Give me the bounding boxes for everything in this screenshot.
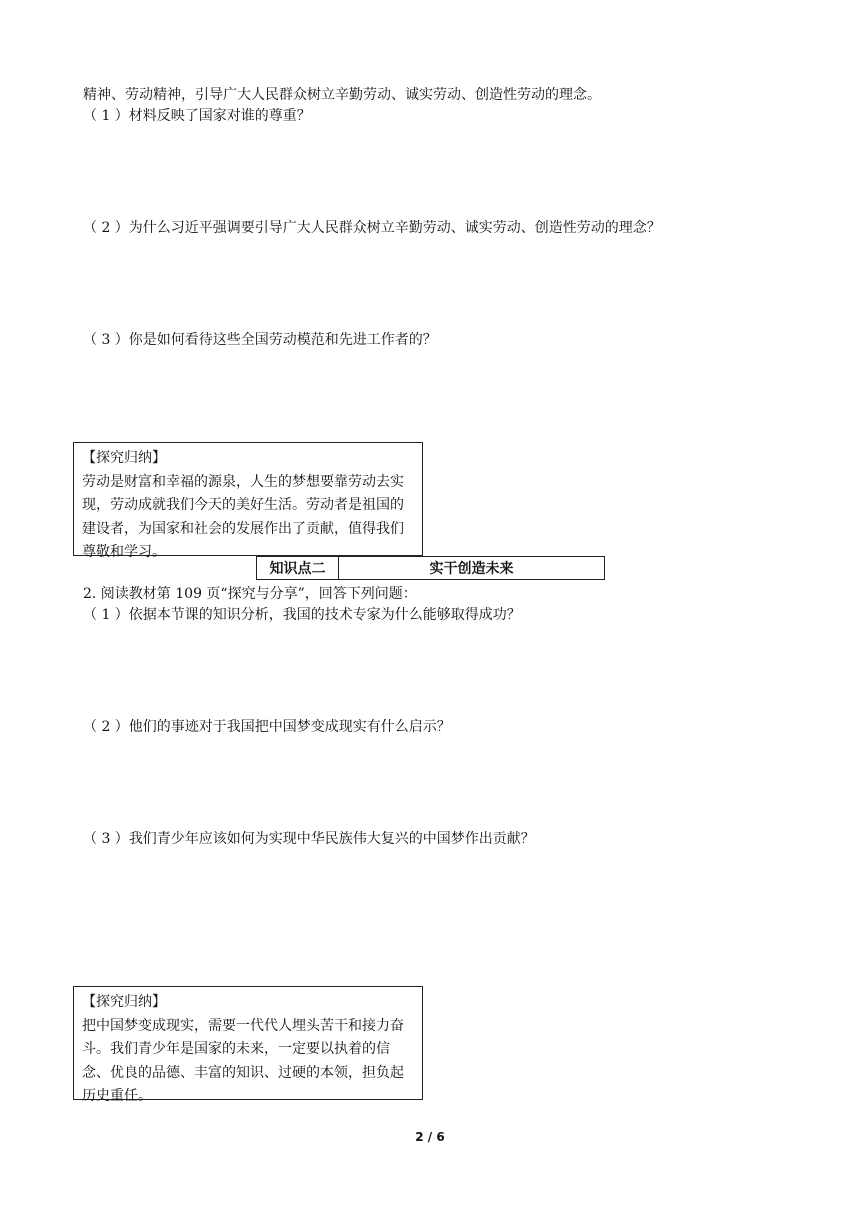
summary-box-1 — [73, 442, 423, 560]
summary-1-heading: 【探究归纳】 — [82, 450, 166, 466]
knowledge-point-table — [256, 556, 605, 580]
summary-1-body: 劳动是财富和幸福的源泉，人生的梦想要靠劳动去实现，劳动成就我们今天的美好生活。劳动者是祖国的建设者，为国家和社会的发展作出了贡献，值得我们尊敬和学习。 — [82, 473, 404, 560]
question-2-3: （ 3 ）我们青少年应该如何为实现中华民族伟大复兴的中国梦作出贡献？ — [83, 831, 535, 847]
page-number: 2 / 6 — [415, 1130, 445, 1144]
summary-box-2 — [73, 986, 423, 1104]
question-1-3: （ 3 ）你是如何看待这些全国劳动模范和先进工作者的？ — [83, 332, 437, 348]
section-2-intro: 2. 阅读教材第 109 页“探究与分享”，回答下列问题： — [83, 586, 417, 602]
summary-2-heading: 【探究归纳】 — [82, 994, 166, 1010]
question-2-2: （ 2 ）他们的事迹对于我国把中国梦变成现实有什么启示？ — [83, 719, 451, 735]
summary-2-body: 把中国梦变成现实，需要一代代人埋头苦干和接力奋斗。我们青少年是国家的未来，一定要以执着的信念、优良的品德、丰富的知识、过硬的本领，担负起历史重任。 — [82, 1017, 404, 1104]
knowledge-point-label: 知识点二 — [257, 557, 339, 579]
question-1-2: （ 2 ）为什么习近平强调要引导广大人民群众树立辛勤劳动、诚实劳动、创造性劳动的理念？ — [83, 220, 661, 236]
question-2-1: （ 1 ）依据本节课的知识分析，我国的技术专家为什么能够取得成功？ — [83, 607, 521, 623]
intro-line: 精神、劳动精神，引导广大人民群众树立辛勤劳动、诚实劳动、创造性劳动的理念。 — [83, 87, 601, 103]
knowledge-point-title: 实干创造未来 — [429, 561, 514, 577]
question-1-1: （ 1 ）材料反映了国家对谁的尊重？ — [83, 108, 311, 124]
